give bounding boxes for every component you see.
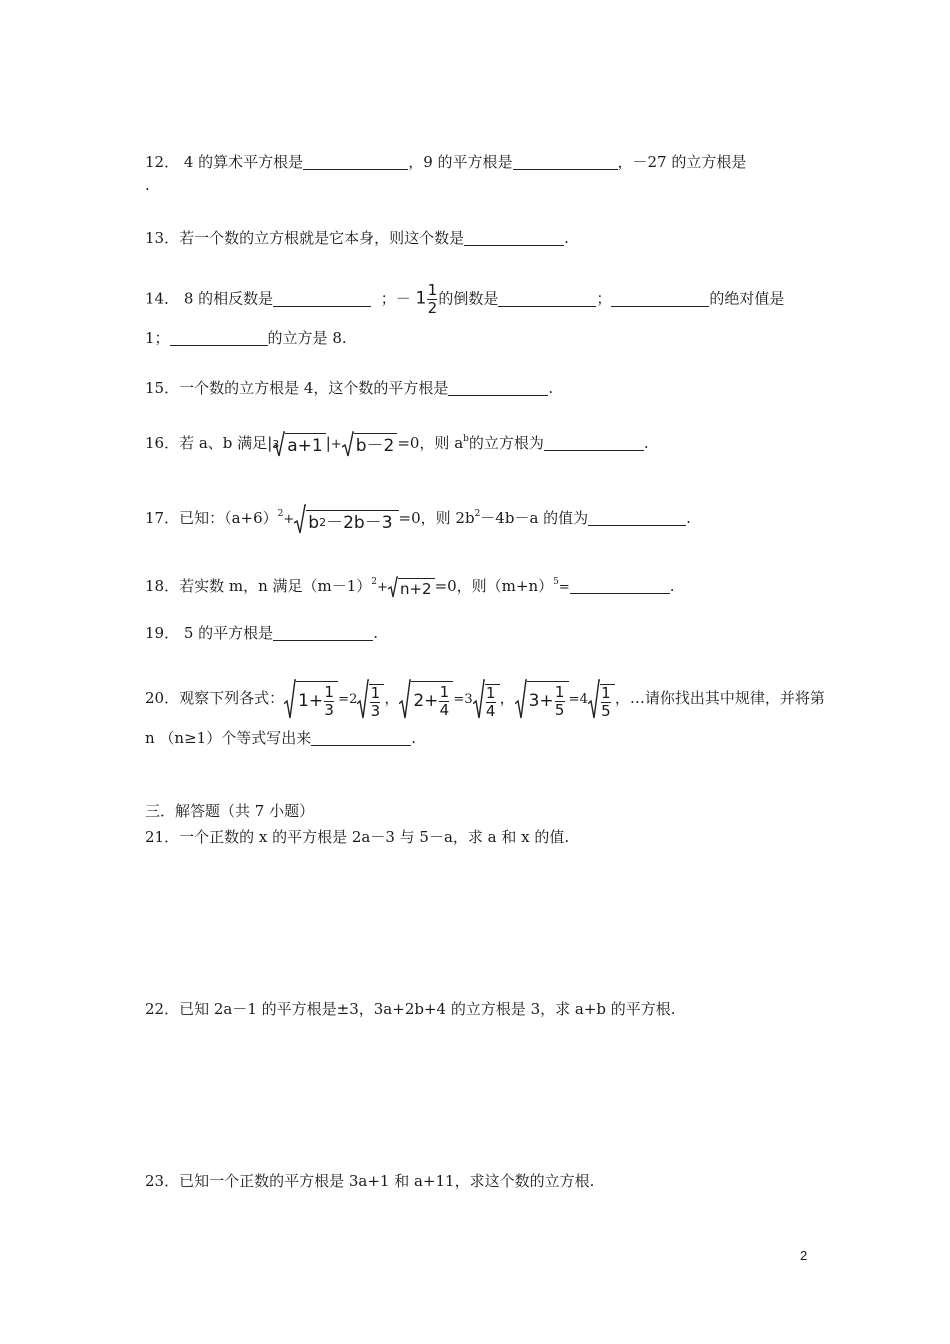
radical-expression (357, 679, 384, 719)
radical-expression (473, 679, 500, 719)
answer-blank[interactable] (588, 509, 686, 526)
answer-blank[interactable] (303, 153, 408, 170)
abs-bar: | (325, 434, 331, 452)
mixed-number-whole: 1 (415, 288, 427, 309)
radical-expression (588, 679, 615, 719)
question-13: 13．若一个数的立方根就是它本身，则这个数是 . (145, 229, 569, 247)
fraction: $\frac{1}{4}$ (485, 684, 496, 720)
pattern-examples: 1+ $\frac{1}{3}$ =2 $\frac{1}{3}$ ， 2+ $\frac{1}{4}$ =3 $\frac{1}{4}$ ， 3+ $\frac{1}{5}$ =4 $\frac{1}{5}$ ， (284, 689, 630, 707)
square-root: b 2 －2b－3 (294, 504, 398, 534)
answer-blank[interactable] (611, 290, 709, 307)
question-21: 21．一个正数的 x 的平方根是 2a－3 与 5－a，求 a 和 x 的值. (145, 828, 570, 846)
cube-root: 3 a+1 (272, 431, 325, 457)
abs-bar: | (267, 434, 273, 452)
page-number: 2 (800, 1248, 808, 1263)
answer-blank[interactable] (311, 729, 411, 746)
answer-blank[interactable] (544, 434, 644, 451)
answer-blank[interactable] (513, 153, 618, 170)
question-14-line2: 1； 的立方是 8. (145, 329, 347, 347)
section-heading: 三．解答题（共 7 小题） (145, 802, 315, 820)
square-root: b－2 (342, 431, 398, 457)
question-12-dot: . (145, 176, 150, 194)
answer-blank[interactable] (273, 290, 371, 307)
fraction: $\frac{1}{4}$ (439, 682, 450, 719)
question-17: 17．已知：$(a+6)^2+$ b 2 －2b－3 =0，则 $2b^2-4b-a$ 的值为 . (145, 503, 691, 534)
fraction: $\frac{1}{3}$ (324, 682, 334, 719)
answer-blank[interactable] (448, 379, 548, 396)
fraction: $\frac{1}{3}$ (370, 684, 381, 720)
question-16: 16．若 a、b 满足| 3 a+1 |+ b－2 =0，则 $a^b$的立方根为 . (145, 428, 649, 457)
fraction: $\frac{1}{5}$ (554, 682, 565, 719)
question-12: 12． 4 的算术平方根是 ，9 的平方根是 ，－27 的立方根是 (145, 153, 747, 171)
answer-blank[interactable] (570, 577, 670, 594)
question-14: 14． 8 的相反数是 ；－ 1 $\frac{1}{2}$ 的倒数是 ； 的绝对值是 (145, 281, 785, 317)
question-23: 23．已知一个正数的平方根是 3a+1 和 a+11，求这个数的立方根. (145, 1172, 595, 1190)
question-20: 20．观察下列各式： 1+ $\frac{1}{3}$ =2 $\frac{1}{3}$ ， 2+ $\frac{1}{4}$ =3 $\frac{1}{4}$ ， 3+ $\frac{1}{5}$ =4 $\frac{1}{5}$ ，…请你找出其中规律，并将第 (145, 679, 825, 719)
question-18: 18．若实数 m，n 满足$(m-1)^2+$ n+2 =0，则$(m+n)^5=$ . (145, 577, 675, 598)
answer-blank[interactable] (170, 329, 268, 346)
radical-expression: 2+ $\frac{1}{4}$ (399, 679, 453, 719)
square-root: n+2 (388, 576, 435, 598)
answer-blank[interactable] (464, 229, 564, 246)
question-20-line2: n （n≥1）个等式写出来 . (145, 729, 416, 747)
radical-expression: 1+ $\frac{1}{3}$ (284, 679, 338, 719)
fraction: $\frac{1}{5}$ (601, 684, 611, 720)
question-19: 19． 5 的平方根是 . (145, 624, 378, 642)
radical-expression: 3+ $\frac{1}{5}$ (515, 679, 569, 719)
question-22: 22．已知 2a－1 的平方根是±3，3a+2b+4 的立方根是 3，求 a+b 的平方根. (145, 1000, 676, 1018)
answer-blank[interactable] (498, 290, 596, 307)
fraction: $\frac{1}{2}$ (427, 281, 438, 317)
question-15: 15．一个数的立方根是 4，这个数的平方根是 . (145, 379, 554, 397)
answer-blank[interactable] (273, 624, 373, 641)
